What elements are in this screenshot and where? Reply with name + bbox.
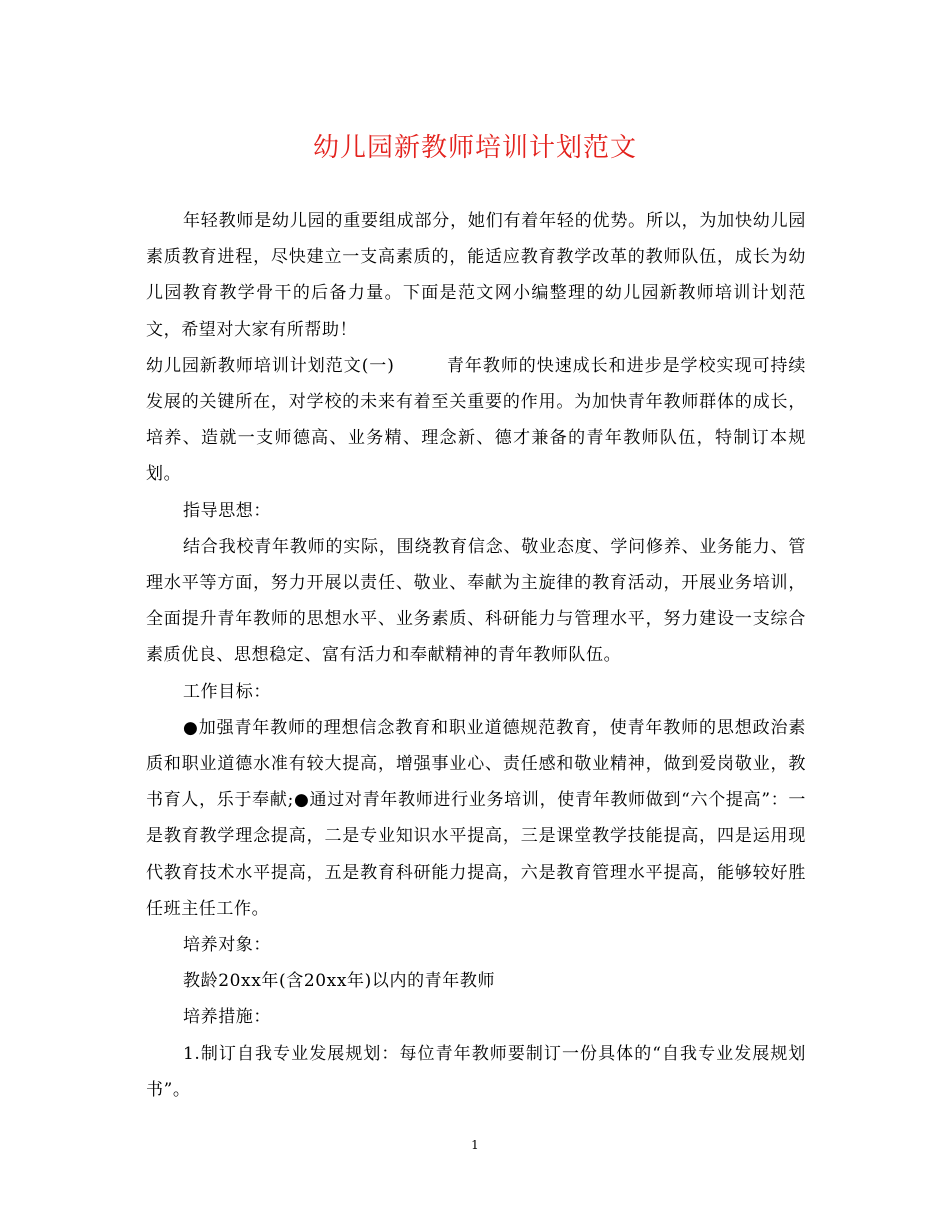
measure-item-1: 1.制订自我专业发展规划：每位青年教师要制订一份具体的“自我专业发展规划书”。 bbox=[146, 1043, 806, 1100]
section-text: 青年教师的快速成长和进步是学校实现可持续发展的关键所在，对学校的未来有着至关重要的作用。为加快青年教师群体的成长，培养、造就一支师德高、业务精、理念新、德才兼备的青年教师队伍，特制订本规划。 bbox=[146, 355, 807, 485]
target-heading: 培养对象： bbox=[183, 935, 271, 956]
guiding-heading: 指导思想： bbox=[183, 500, 271, 521]
guiding-paragraph: 结合我校青年教师的实际，围绕教育信念、敬业态度、学问修养、业务能力、管理水平等方面，努力开展以责任、敬业、奉献为主旋律的教育活动，开展业务培训，全面提升青年教师的思想水平、业务素质、科研能力与管理水平，努力建设一支综合素质优良、思想稳定、富有活力和奉献精神的青年教师队伍。 bbox=[146, 536, 806, 666]
target-paragraph: 教龄20xx年(含20xx年)以内的青年教师 bbox=[183, 971, 496, 992]
section-heading: 幼儿园新教师培训计划范文(一) bbox=[146, 355, 395, 376]
document-title: 幼儿园新教师培训计划范文 bbox=[312, 133, 637, 163]
goal-heading: 工作目标： bbox=[183, 681, 271, 702]
page-number: 1 bbox=[471, 1138, 479, 1152]
document-body bbox=[146, 203, 806, 1108]
intro-paragraph: 年轻教师是幼儿园的重要组成部分，她们有着年轻的优势。所以，为加快幼儿园素质教育进程，尽快建立一支高素质的，能适应教育教学改革的教师队伍，成长为幼儿园教育教学骨干的后备力量。下面是范文网小编整理的幼儿园新教师培训计划范文，希望对大家有所帮助！ bbox=[146, 211, 806, 340]
goal-paragraph: ●加强青年教师的理想信念教育和职业道德规范教育，使青年教师的思想政治素质和职业道德水准有较大提高，增强事业心、责任感和敬业精神，做到爱岗敬业，教书育人，乐于奉献;●通过对青年教师进行业务培训，使青年教师做到“六个提高”：一是教育教学理念提高，二是专业知识水平提高，三是课堂教学技能提高，四是运用现代教育技术水平提高，五是教育科研能力提高，六是教育管理水平提高，能够较好胜任班主任工作。 bbox=[146, 717, 806, 919]
measures-heading: 培养措施： bbox=[183, 1007, 271, 1028]
section-one-paragraph bbox=[146, 348, 806, 493]
